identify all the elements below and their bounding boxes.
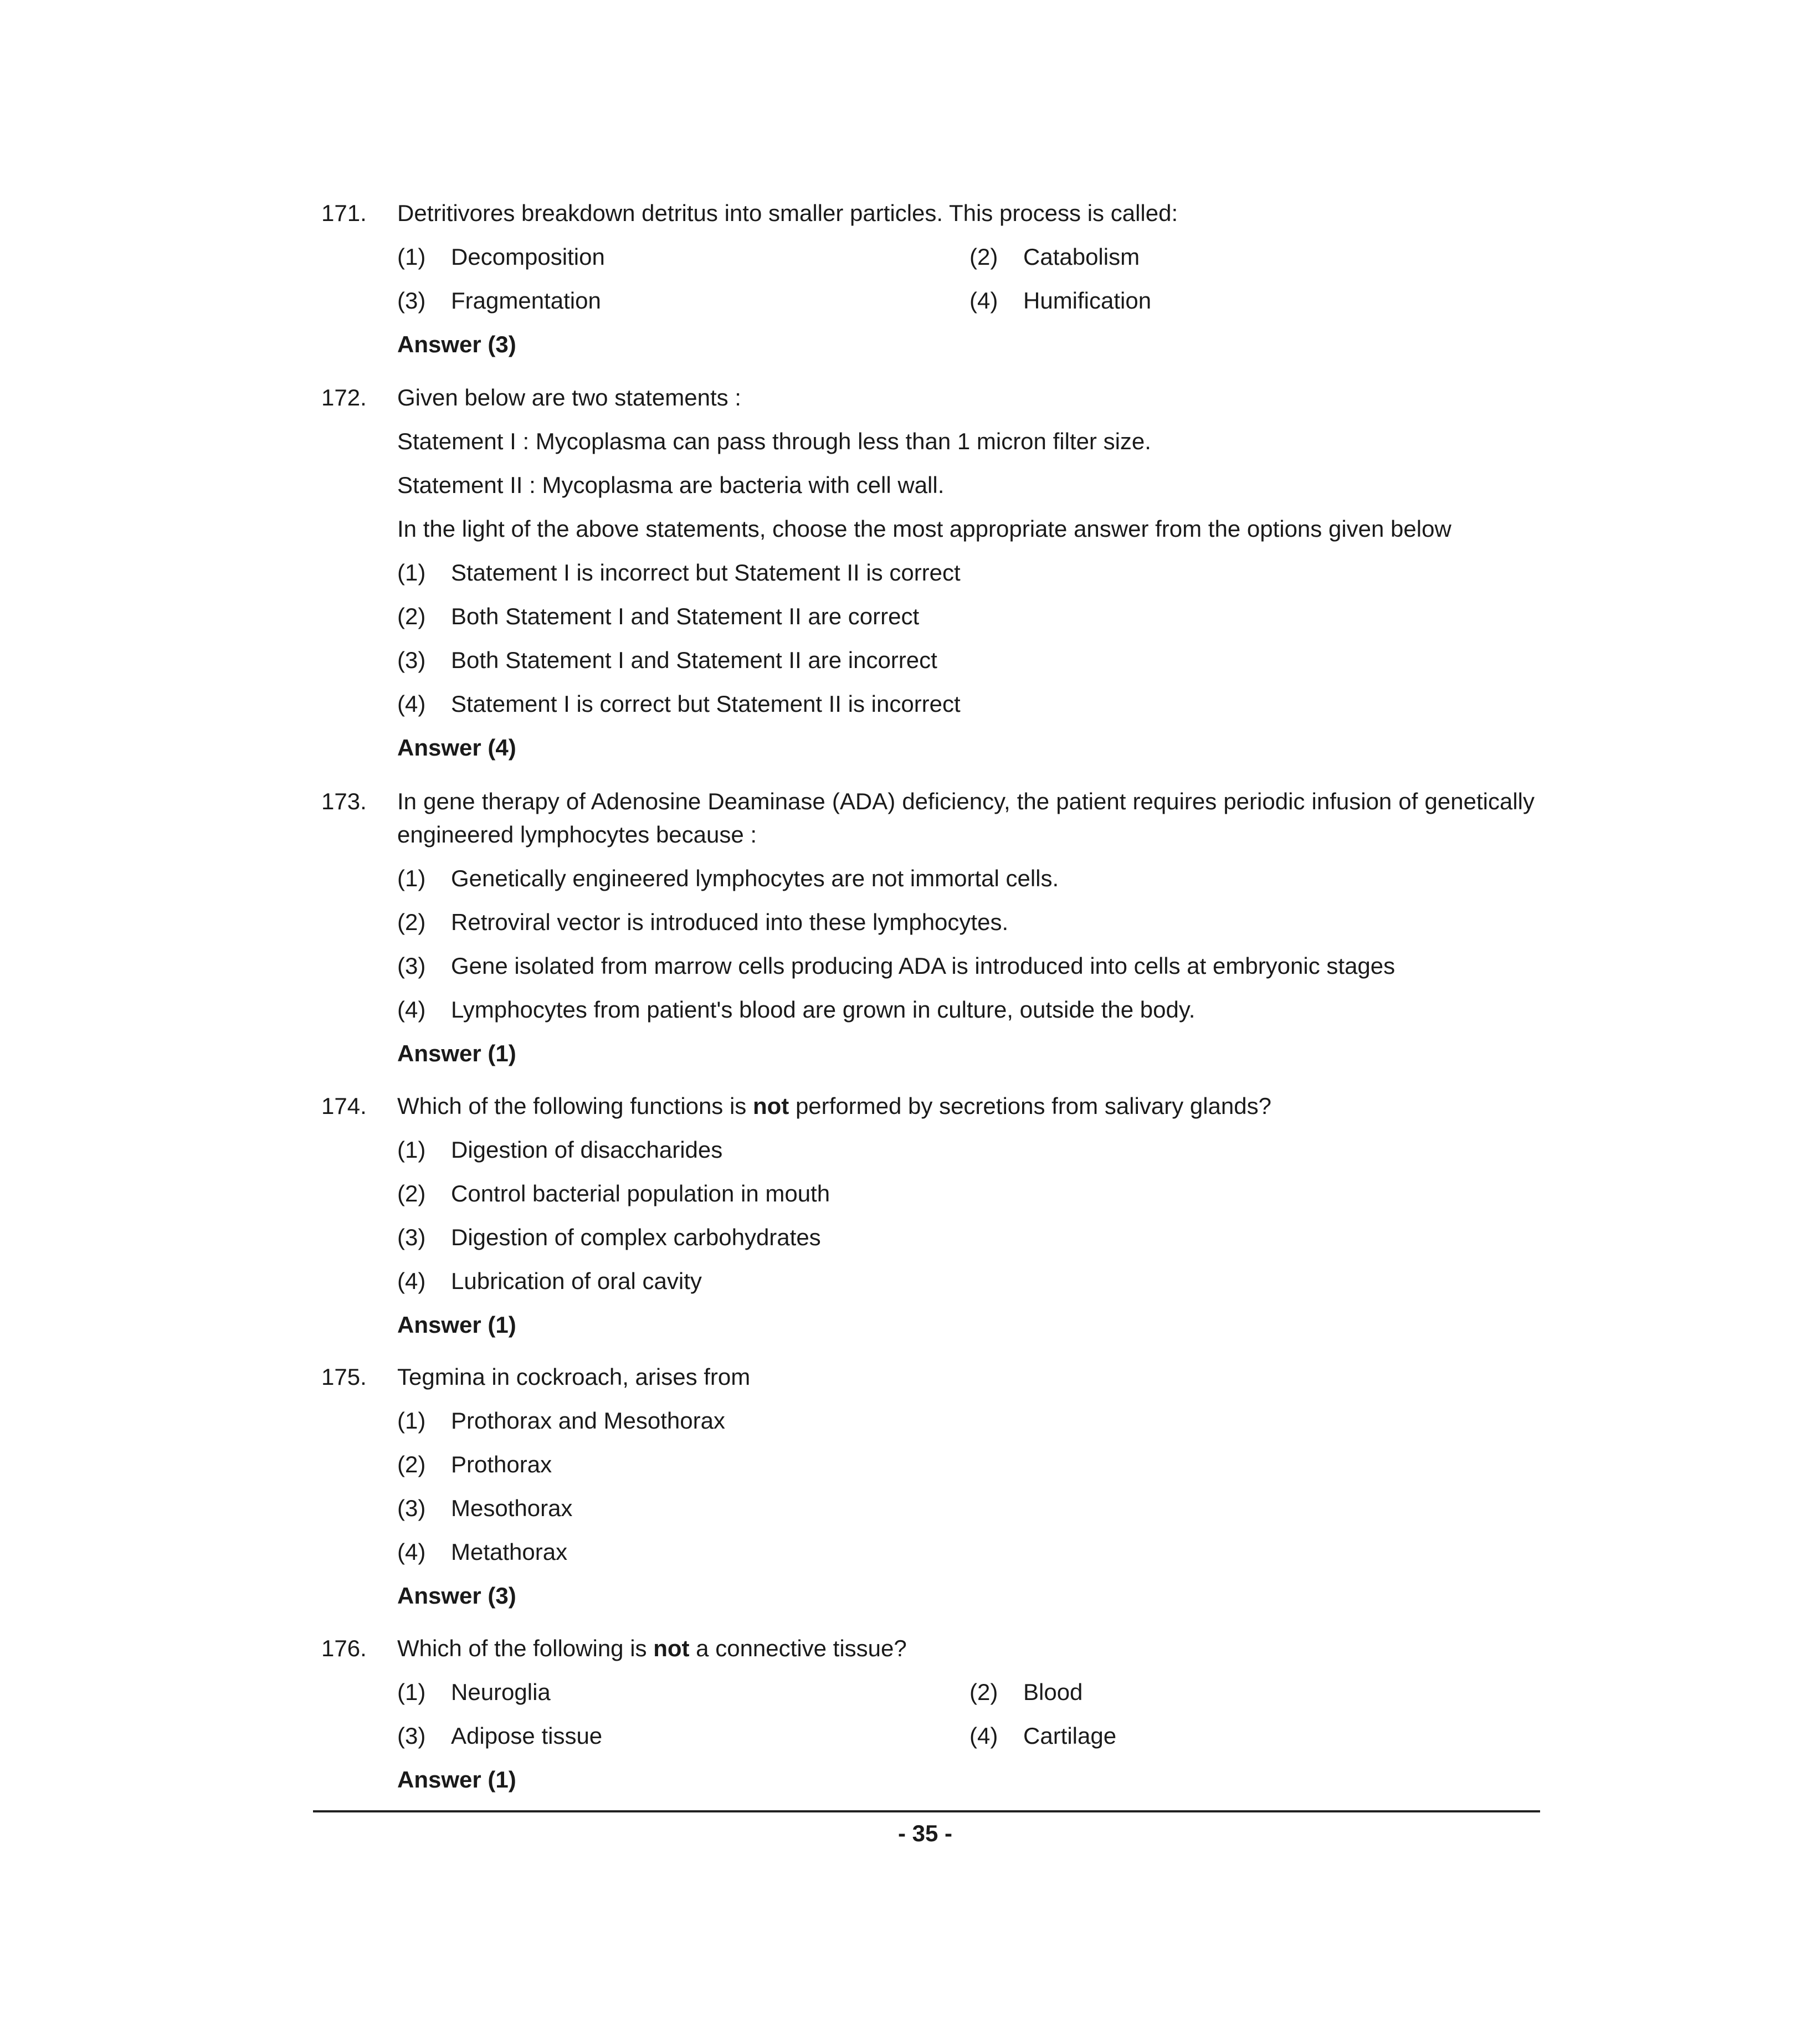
option-label: (4) [969, 287, 998, 314]
option-text: Digestion of complex carbohydrates [451, 1224, 821, 1250]
answer: Answer (3) [397, 1583, 516, 1609]
option-label: (2) [397, 1451, 426, 1477]
option-4 [397, 993, 1535, 1026]
question-174 [321, 1090, 1535, 1342]
question-emphasis: not [653, 1635, 690, 1661]
option-2 [397, 1177, 1535, 1210]
question-number: 172. [321, 384, 367, 410]
option-3 [397, 949, 1535, 983]
option-1 [397, 1133, 1535, 1167]
question-175 [321, 1360, 1535, 1612]
option-text: Gene isolated from marrow cells producing ADA is introduced into cells at embryonic stages [451, 953, 1396, 979]
question-emphasis: not [752, 1093, 789, 1119]
question-text: Detritivores breakdown detritus into smaller particles. This process is called: [397, 200, 1178, 226]
option-label: (3) [397, 287, 426, 314]
option-1 [397, 240, 951, 274]
option-text: Metathorax [451, 1539, 568, 1565]
question-text-part: Which of the following is [397, 1635, 654, 1661]
option-label: (3) [397, 1495, 426, 1521]
option-label: (3) [397, 1224, 426, 1250]
option-4 [397, 687, 1535, 721]
option-label: (2) [397, 603, 426, 629]
option-1 [397, 556, 1535, 589]
question-text [397, 1632, 1535, 1665]
statement-2: Statement II : Mycoplasma are bacteria with cell wall. [397, 472, 945, 498]
option-label: (4) [397, 691, 426, 717]
option-text: Prothorax and Mesothorax [451, 1408, 725, 1434]
option-text: Both Statement I and Statement II are correct [451, 603, 920, 629]
option-label: (4) [397, 997, 426, 1023]
option-label: (1) [397, 1408, 426, 1434]
option-label: (1) [397, 1679, 426, 1705]
option-3 [397, 1492, 1535, 1525]
option-2 [969, 240, 1523, 274]
question-text-part: a connective tissue? [689, 1635, 907, 1661]
option-label: (4) [397, 1268, 426, 1294]
option-text: Mesothorax [451, 1495, 573, 1521]
option-4 [397, 1265, 1535, 1298]
option-label: (3) [397, 647, 426, 673]
option-label: (3) [397, 1723, 426, 1749]
option-label: (4) [969, 1723, 998, 1749]
option-1 [397, 862, 1535, 895]
question-text [397, 1090, 1535, 1123]
question-number: 176. [321, 1635, 367, 1661]
option-4 [969, 1719, 1523, 1753]
option-text: Catabolism [1023, 244, 1140, 270]
option-2 [397, 600, 1535, 633]
option-text: Statement I is correct but Statement II is incorrect [451, 691, 961, 717]
option-2 [969, 1676, 1523, 1709]
question-text-part: Which of the following functions is [397, 1093, 753, 1119]
option-text: Prothorax [451, 1451, 552, 1477]
option-text: Blood [1023, 1679, 1083, 1705]
statement-1: Statement I : Mycoplasma can pass through less than 1 micron filter size. [397, 428, 1151, 454]
page-number: - 35 - [897, 1820, 953, 1846]
question-172 [321, 381, 1535, 764]
option-text: Fragmentation [451, 287, 601, 314]
option-label: (1) [397, 865, 426, 891]
option-text: Statement I is incorrect but Statement II is correct [451, 559, 961, 586]
answer: Answer (1) [397, 1312, 516, 1338]
option-text: Adipose tissue [451, 1723, 603, 1749]
option-2 [397, 906, 1535, 939]
option-label: (3) [397, 953, 426, 979]
question-number: 174. [321, 1093, 367, 1119]
answer: Answer (1) [397, 1766, 516, 1793]
option-3 [397, 644, 1535, 677]
option-text: Digestion of disaccharides [451, 1137, 723, 1163]
option-label: (2) [397, 1180, 426, 1206]
option-text: Retroviral vector is introduced into these lymphocytes. [451, 909, 1009, 935]
option-1 [397, 1404, 1535, 1437]
question-173 [321, 785, 1535, 1070]
option-label: (2) [969, 1679, 998, 1705]
option-label: (4) [397, 1539, 426, 1565]
question-number: 171. [321, 200, 367, 226]
question-number: 173. [321, 788, 367, 814]
question-number: 175. [321, 1364, 367, 1390]
question-text: Given below are two statements : [397, 384, 741, 410]
option-3 [397, 1221, 1535, 1254]
option-4 [397, 1535, 1535, 1569]
option-text: Control bacterial population in mouth [451, 1180, 830, 1206]
question-176 [321, 1632, 1535, 1796]
question-text: In gene therapy of Adenosine Deaminase (ADA) deficiency, the patient requires periodic infusion of genetically engineered lymphocytes because : [397, 788, 1535, 848]
answer: Answer (4) [397, 735, 516, 761]
option-text: Neuroglia [451, 1679, 551, 1705]
option-text: Cartilage [1023, 1723, 1117, 1749]
option-label: (1) [397, 559, 426, 586]
option-text: Humification [1023, 287, 1152, 314]
answer: Answer (1) [397, 1040, 516, 1066]
option-label: (1) [397, 1137, 426, 1163]
option-label: (2) [397, 909, 426, 935]
option-text: Lubrication of oral cavity [451, 1268, 702, 1294]
option-4 [969, 284, 1523, 317]
option-3 [397, 1719, 951, 1753]
option-label: (1) [397, 244, 426, 270]
option-text: Genetically engineered lymphocytes are not immortal cells. [451, 865, 1059, 891]
question-text: Tegmina in cockroach, arises from [397, 1364, 751, 1390]
option-text: Decomposition [451, 244, 605, 270]
footer-divider [313, 1810, 1540, 1812]
question-text-part: performed by secretions from salivary glands? [789, 1093, 1271, 1119]
option-row [397, 240, 1535, 274]
option-3 [397, 284, 951, 317]
option-row [397, 1719, 1535, 1753]
option-label: (2) [969, 244, 998, 270]
option-row [397, 284, 1535, 317]
question-171 [321, 197, 1535, 361]
option-2 [397, 1448, 1535, 1481]
option-text: Both Statement I and Statement II are incorrect [451, 647, 937, 673]
option-row [397, 1676, 1535, 1709]
answer: Answer (3) [397, 331, 516, 357]
option-1 [397, 1676, 951, 1709]
instruction: In the light of the above statements, choose the most appropriate answer from the options given below [397, 516, 1451, 542]
option-text: Lymphocytes from patient's blood are grown in culture, outside the body. [451, 997, 1196, 1023]
